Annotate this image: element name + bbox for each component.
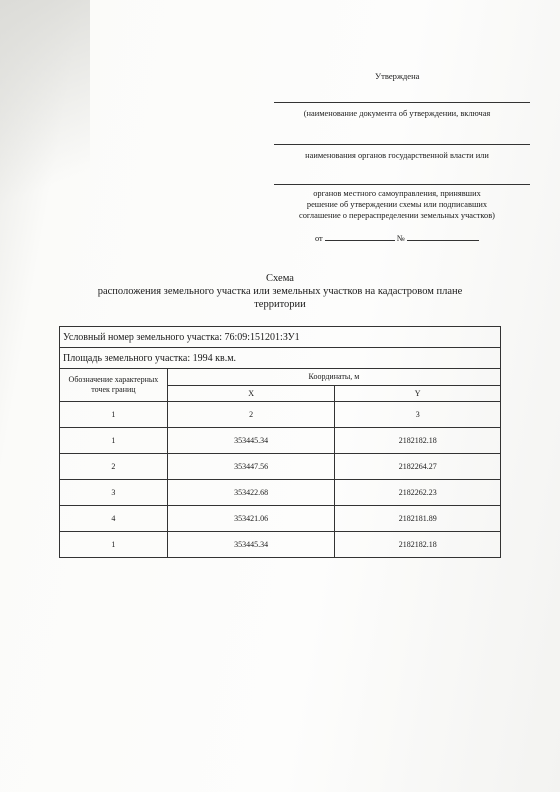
approval-title: Утверждена [375,71,420,81]
table-row [60,506,501,532]
point-cell: 2 [60,454,168,480]
x-cell: 353447.56 [167,454,335,480]
point-cell: 4 [60,506,168,532]
approval-rule-3 [274,184,530,185]
heading-line-2: расположения земельного участка или земельных участков на кадастровом плане [97,286,463,297]
x-cell: 353445.34 [167,532,335,558]
table-row [60,532,501,558]
date-prefix: от [314,234,323,243]
y-cell: 2182181.89 [335,506,501,532]
conditional-number: Условный номер земельного участка: 76:09:151201:ЗУ1 [60,327,501,348]
approval-caption-3a: органов местного самоуправления, принявших [313,189,481,198]
area-row [60,348,501,369]
header-row-1 [60,369,501,386]
area-value: Площадь земельного участка: 1994 кв.м. [60,348,501,369]
col-number-2: 2 [167,402,335,428]
x-cell: 353422.68 [167,480,335,506]
column-number-row [60,402,501,428]
x-header: X [167,386,335,402]
approval-caption-3b: решение об утверждении схемы или подписавших [306,200,488,209]
approval-rule-1 [274,102,530,103]
scheme-heading [60,272,500,311]
point-cell: 1 [60,532,168,558]
heading-line-3: территории [254,299,306,310]
table-row [60,480,501,506]
date-blank [325,240,395,241]
number-blank [407,240,479,241]
coordinates-table [59,326,501,558]
y-cell: 2182262.23 [335,480,501,506]
col-number-3: 3 [335,402,501,428]
x-cell: 353421.06 [167,506,335,532]
table-row [60,454,501,480]
table-row [60,428,501,454]
heading-line-1: Схема [266,273,294,284]
number-prefix: № [396,234,405,243]
approval-rule-2 [274,144,530,145]
points-header: Обозначение характерных точек границ [60,369,168,402]
y-cell: 2182264.27 [335,454,501,480]
approval-caption-3c: соглашение о перераспределении земельных участков) [299,211,495,220]
y-cell: 2182182.18 [335,428,501,454]
col-number-1: 1 [60,402,168,428]
conditional-number-row [60,327,501,348]
y-cell: 2182182.18 [335,532,501,558]
approval-date-line [262,234,532,243]
y-header: Y [335,386,501,402]
point-cell: 1 [60,428,168,454]
approval-caption-2: наименования органов государственной власти или [305,151,489,160]
coords-header: Координаты, м [167,369,500,386]
approval-caption-1: (наименование документа об утверждении, включая [303,109,491,118]
page-fold-shadow [0,0,90,260]
point-cell: 3 [60,480,168,506]
x-cell: 353445.34 [167,428,335,454]
